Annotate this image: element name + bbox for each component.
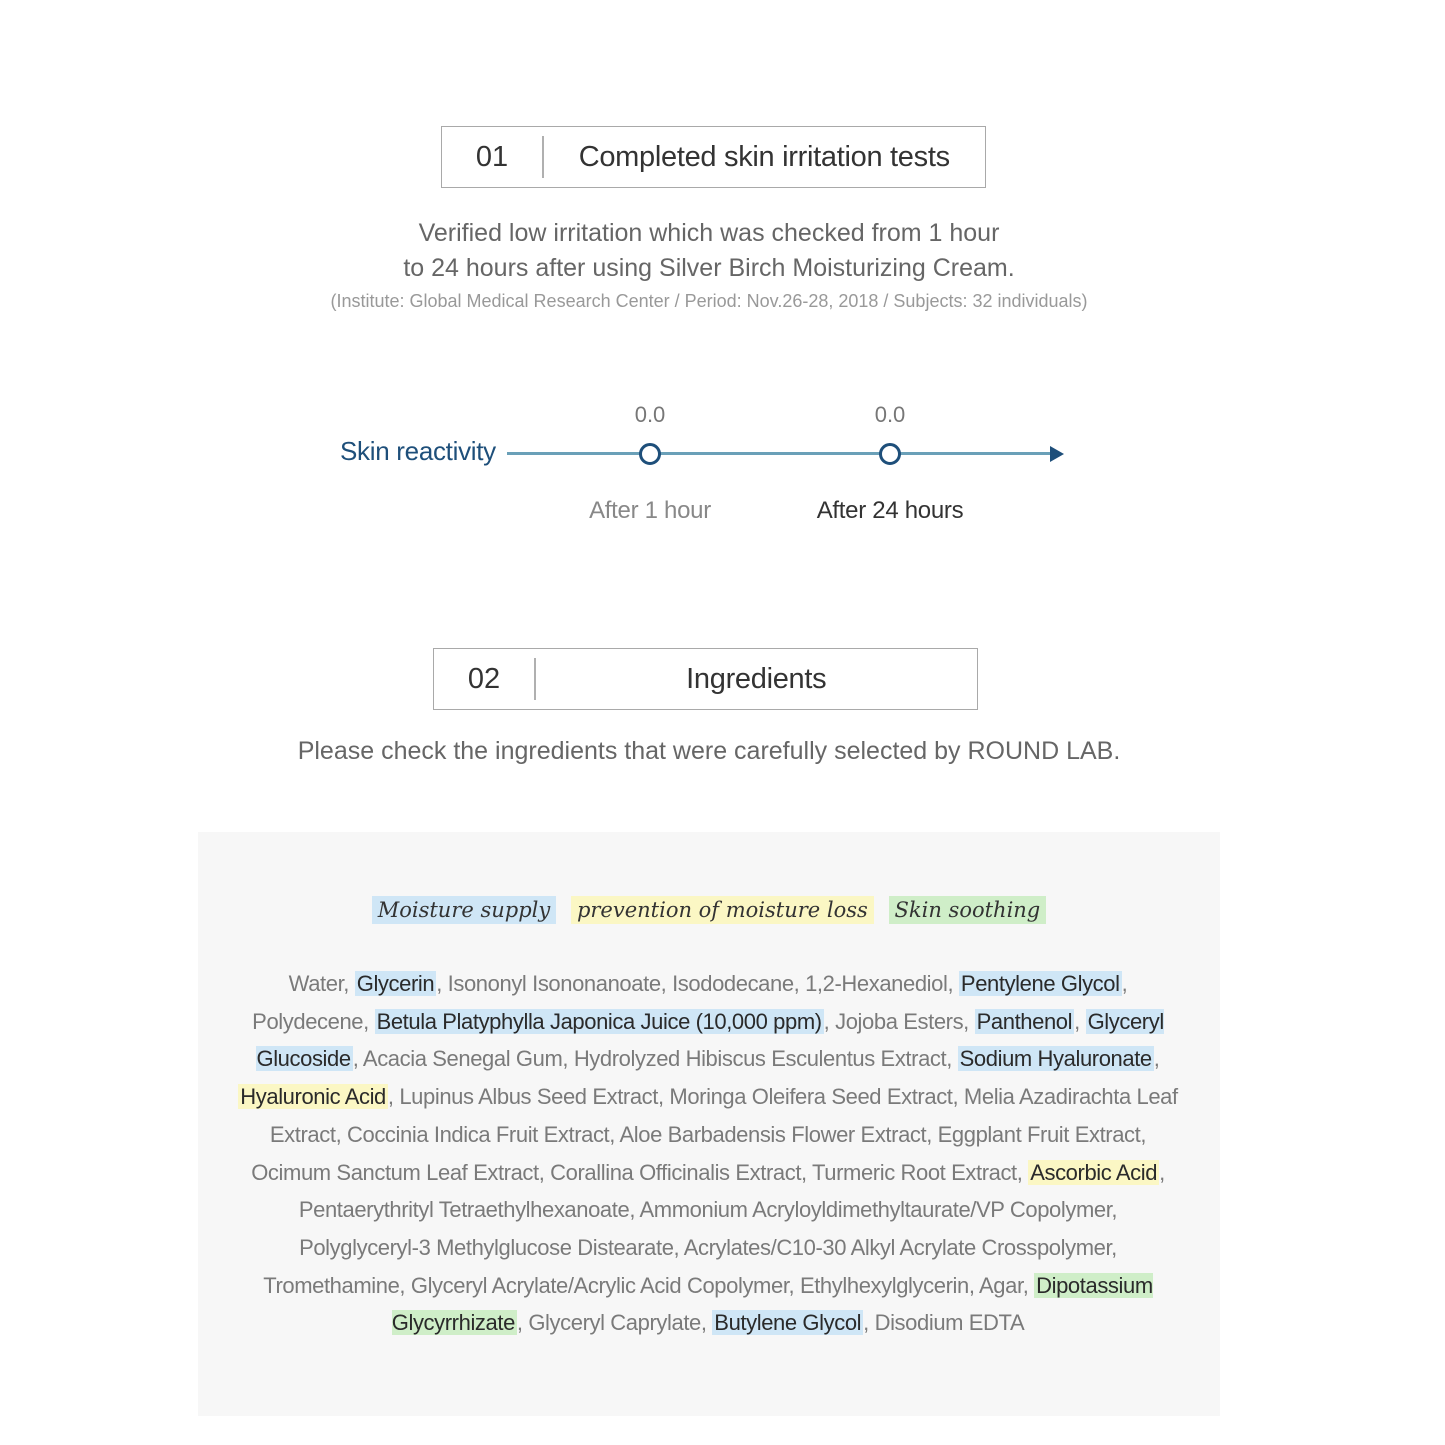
timeline-label: Skin reactivity	[340, 436, 496, 466]
highlighted-ingredient: Hyaluronic Acid	[240, 1084, 386, 1110]
highlighted-ingredient: Betula Platyphylla Japonica Juice (10,000 ppm)	[376, 1008, 822, 1034]
ingredient-text: , Acacia Senegal Gum, Hydrolyzed Hibiscus Esculentus Extract,	[352, 1046, 958, 1072]
ingredients-intro: Please check the ingredients that were carefully selected by ROUND LAB.	[297, 737, 1121, 765]
timeline-line	[507, 452, 1055, 455]
legend-soothing: Skin soothing	[889, 896, 1047, 924]
irritation-description	[0, 216, 1418, 312]
section-title: Ingredients	[686, 662, 827, 695]
timeline-point-24h	[879, 443, 901, 465]
ingredient-text: , Polydecene,	[252, 971, 1128, 1034]
ingredient-text: , Pentaerythrityl Tetraethylhexanoate, Ammonium Acryloyldimethyltaurate/VP Copolymer, Polyglyceryl-3 Methylglucose Distearate, Acrylates/C10-30 Alkyl Acrylate Crosspolymer, Tromethamine, Glyceryl Acrylate/Acrylic Acid Copolymer, Ethylhexylglycerin, Agar,	[263, 1159, 1165, 1298]
ingredient-text: ,	[1074, 1008, 1086, 1034]
section-title: Completed skin irritation tests	[578, 140, 950, 173]
highlighted-ingredient: Glycerin	[356, 971, 435, 996]
highlighted-ingredient: Butylene Glycol	[714, 1310, 862, 1336]
ingredient-text: , Glyceryl Caprylate,	[516, 1310, 713, 1336]
highlighted-ingredient: Sodium Hyaluronate	[959, 1046, 1152, 1072]
section-header-ingredients	[433, 648, 978, 710]
highlighted-ingredient: Ascorbic Acid	[1030, 1159, 1158, 1185]
description-line-2: to 24 hours after using Silver Birch Moisturizing Cream.	[403, 254, 1015, 282]
legend-prevention: prevention of moisture loss	[571, 896, 874, 924]
ingredient-text: , Disodium EDTA	[863, 1310, 1025, 1336]
highlighted-ingredient: Glyceryl Glucoside	[256, 1008, 1164, 1072]
timeline-point-1h	[639, 443, 661, 465]
ingredients-legend	[0, 896, 1418, 924]
test-info-note: (Institute: Global Medical Research Center / Period: Nov.26-28, 2018 / Subjects: 32 individuals)	[330, 291, 1088, 311]
ingredient-text: , Isononyl Isononanoate, Isododecane, 1,2-Hexanediol,	[436, 971, 959, 996]
point-value-1h: 0.0	[634, 402, 666, 427]
ingredient-text: , Jojoba Esters,	[823, 1008, 975, 1034]
ingredient-text: ,	[1153, 1046, 1160, 1072]
point-label-1h: After 1 hour	[589, 497, 711, 524]
ingredient-text: Water,	[288, 971, 355, 996]
description-line-1: Verified low irritation which was checked from 1 hour	[418, 219, 1000, 247]
ingredients-description	[0, 734, 1418, 769]
ingredients-list	[238, 965, 1178, 1342]
highlighted-ingredient: Panthenol	[976, 1008, 1073, 1034]
section-header-irritation	[441, 126, 986, 188]
highlighted-ingredient: Dipotassium Glycyrrhizate	[391, 1272, 1153, 1336]
point-label-24h: After 24 hours	[816, 497, 964, 524]
ingredient-text: , Lupinus Albus Seed Extract, Moringa Oleifera Seed Extract, Melia Azadirachta Leaf Extract, Coccinia Indica Fruit Extract, Aloe Barbadensis Flower Extract, Eggplant Fruit Extract, Ocimum Sanctum Leaf Extract, Corallina Officinalis Extract, Turmeric Root Extract,	[251, 1084, 1178, 1185]
point-value-24h: 0.0	[874, 402, 906, 427]
section-number: 01	[475, 140, 509, 173]
section-number: 02	[467, 662, 501, 695]
arrow-right-icon	[1050, 446, 1064, 462]
highlighted-ingredient: Pentylene Glycol	[960, 971, 1120, 996]
legend-moisture-supply: Moisture supply	[372, 896, 557, 924]
